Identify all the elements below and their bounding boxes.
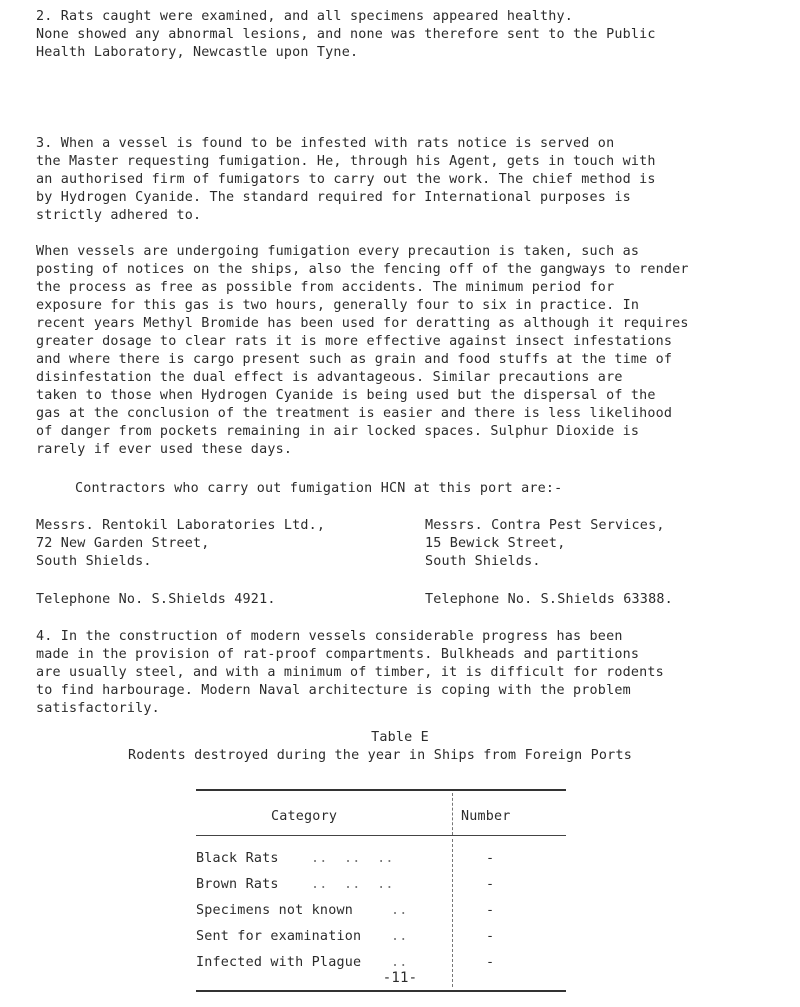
row-category: Specimens not known — [196, 903, 353, 918]
contractors-intro: Contractors who carry out fumigation HCN at this port are:- — [75, 481, 563, 496]
row-category: Sent for examination — [196, 929, 362, 944]
contractor-2-street: 15 Bewick Street, — [425, 536, 566, 551]
row-number: - — [486, 929, 495, 944]
row-leader-dots: .. .. .. — [311, 851, 394, 866]
column-header-category: Category — [271, 809, 338, 824]
table-row — [196, 877, 566, 895]
paragraph-4: 4. In the construction of modern vessels considerable progress has been made in the provision of rat-proof compartments. Bulkheads and partitions are usually steel, and with a minimum of timber, it is difficult for rodents to find harbourage. Modern Naval architecture is coping with the problem satisfactorily. — [36, 629, 664, 716]
row-leader-dots: .. — [391, 903, 408, 918]
table-caption: Rodents destroyed during the year in Ships from Foreign Ports — [128, 748, 632, 763]
row-leader-dots: .. — [391, 929, 408, 944]
contractor-2-telephone: Telephone No. S.Shields 63388. — [425, 592, 673, 607]
row-category: Brown Rats — [196, 877, 279, 892]
row-number: - — [486, 955, 495, 970]
contractor-1-name: Messrs. Rentokil Laboratories Ltd., — [36, 518, 326, 533]
page-number: -11- — [382, 970, 418, 986]
row-category: Infected with Plague — [196, 955, 362, 970]
column-header-number: Number — [461, 809, 511, 824]
row-number: - — [486, 851, 495, 866]
row-category: Black Rats — [196, 851, 279, 866]
table-row — [196, 929, 566, 947]
table-bottom-rule — [196, 990, 566, 992]
contractor-1-street: 72 New Garden Street, — [36, 536, 210, 551]
row-leader-dots: .. .. .. — [311, 877, 394, 892]
table-row — [196, 903, 566, 921]
contractor-2-name: Messrs. Contra Pest Services, — [425, 518, 665, 533]
paragraph-3-fumigation: When vessels are undergoing fumigation every precaution is taken, such as posting of notices on the ships, also the fencing off of the gangways to render the process as free as possible from accidents. The minimum period for exposure for this gas is two hours, generally four to six in practice. In recent years Methyl Bromide has been used for deratting as although it requires greater dosage to clear rats it is more effective against insect infestations and where there is cargo present such as grain and food stuffs at the time of disinfestation the dual effect is advantageous. Similar precautions are taken to those when Hydrogen Cyanide is being used but the dispersal of the gas at the conclusion of the treatment is easier and there is less likelihood of danger from pockets remaining in air locked spaces. Sulphur Dioxide is rarely if ever used these days. — [36, 244, 689, 457]
table-row — [196, 851, 566, 869]
paragraph-2: 2. Rats caught were examined, and all specimens appeared healthy. None showed any abnormal lesions, and none was therefore sent to the Public Health Laboratory, Newcastle upon Tyne. — [36, 9, 656, 60]
row-number: - — [486, 877, 495, 892]
row-leader-dots: .. — [391, 955, 408, 970]
paragraph-3-intro: 3. When a vessel is found to be infested with rats notice is served on the Master requesting fumigation. He, through his Agent, gets in touch with an authorised firm of fumigators to carry out the work. The chief method is by Hydrogen Cyanide. The standard required for International purposes is strictly adhered to. — [36, 136, 656, 223]
row-number: - — [486, 903, 495, 918]
contractor-1-town: South Shields. — [36, 554, 152, 569]
contractor-1-telephone: Telephone No. S.Shields 4921. — [36, 592, 276, 607]
table-header-rule — [196, 835, 566, 836]
table-title: Table E — [371, 730, 429, 745]
header-column-separator — [452, 793, 453, 835]
contractor-2-town: South Shields. — [425, 554, 541, 569]
table-top-rule — [196, 789, 566, 791]
